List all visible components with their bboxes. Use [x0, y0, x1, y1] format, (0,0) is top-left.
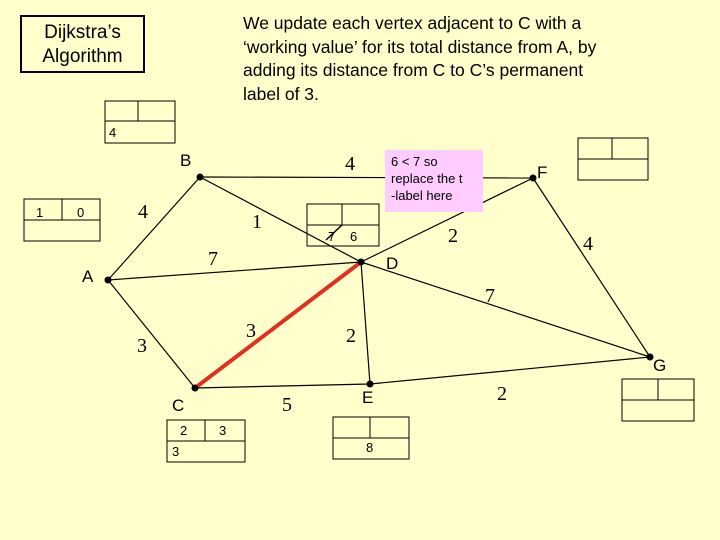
edge-ad: [108, 262, 361, 280]
edge-bd: [200, 177, 361, 262]
weight-bd: 1: [252, 211, 262, 233]
node-e-dot: [367, 381, 374, 388]
note-line-2: replace the t: [391, 171, 463, 186]
label-a-final: 0: [77, 205, 85, 220]
node-e-label: E: [362, 388, 374, 407]
label-c-working: 3: [172, 444, 180, 459]
weight-dg: 7: [485, 285, 495, 307]
weight-fg: 4: [583, 233, 593, 255]
node-b-label: B: [180, 151, 192, 170]
edge-ab: [108, 177, 200, 280]
note-line-1: 6 < 7 so: [391, 154, 438, 169]
node-a-label: A: [82, 267, 94, 286]
description-line-3: adding its distance from C to C’s permanent: [243, 60, 584, 80]
edge-eg: [370, 357, 650, 384]
node-d-dot: [358, 259, 365, 266]
comparison-note: [385, 150, 483, 212]
node-d-label: D: [386, 254, 399, 273]
label-a-order: 1: [36, 205, 44, 220]
weight-ac: 3: [137, 335, 147, 357]
weight-ab: 4: [138, 201, 148, 223]
node-a-dot: [105, 277, 112, 284]
node-c-dot: [192, 385, 199, 392]
label-c-order: 2: [180, 423, 188, 438]
label-d-old-working: 7: [328, 229, 336, 244]
title-line-2: Algorithm: [42, 46, 123, 67]
description-line-2: ‘working value’ for its total distance from A, by: [243, 36, 597, 57]
weight-ce: 5: [282, 394, 292, 416]
weight-de: 2: [346, 325, 356, 347]
title-line-1: Dijkstra’s: [44, 22, 121, 43]
edge-de: [361, 262, 370, 384]
node-g-label: G: [653, 356, 667, 375]
weight-ad: 7: [208, 248, 218, 270]
node-c-label: C: [172, 396, 185, 415]
description-line-4: label of 3.: [243, 83, 319, 104]
description-line-1: We update each vertex adjacent to C with a: [243, 13, 582, 33]
label-b-working: 4: [109, 125, 117, 140]
node-f-label: F: [537, 163, 548, 182]
edge-bf: [200, 177, 533, 178]
weight-df: 2: [448, 225, 458, 247]
edge-ac: [108, 280, 195, 388]
note-line-3: -label here: [391, 188, 453, 203]
label-c-final: 3: [219, 423, 227, 438]
weight-eg: 2: [497, 383, 507, 405]
label-d-new-working: 6: [350, 229, 358, 244]
edge-cd-highlighted: [195, 262, 361, 388]
edge-fg: [533, 178, 650, 357]
node-f-dot: [530, 175, 537, 182]
node-b-dot: [197, 174, 204, 181]
edge-ce: [195, 384, 370, 388]
weight-bf: 4: [345, 153, 355, 175]
edge-dg: [361, 262, 650, 357]
label-e-working: 8: [366, 440, 374, 455]
weight-cd: 3: [246, 320, 256, 342]
